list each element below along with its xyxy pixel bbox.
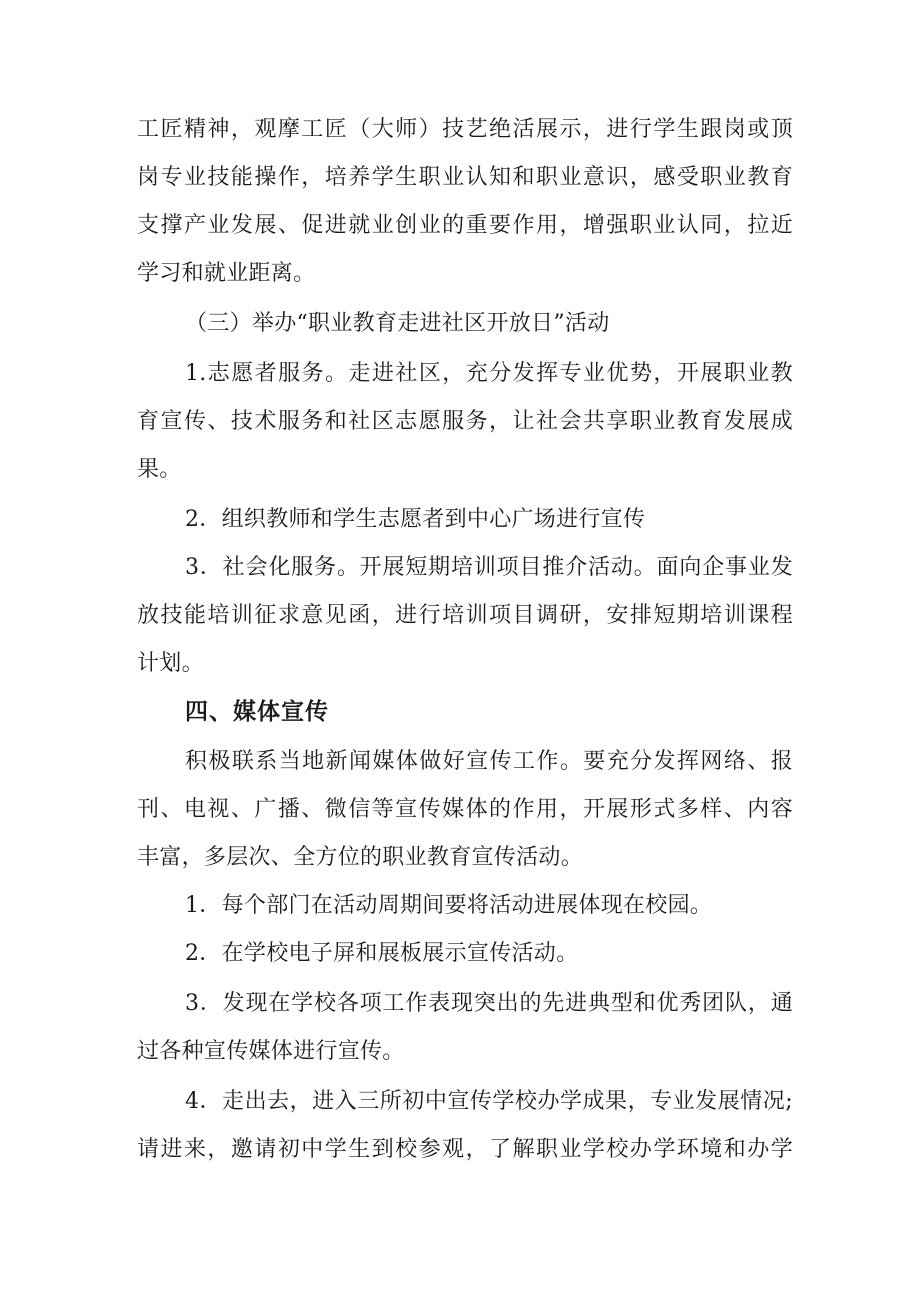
item-1-line: 育宣传、技术服务和社区志愿服务，让社会共享职业教育发展成 xyxy=(137,409,793,434)
item-1-line: 1.志愿者服务。走进社区，充分发挥专业优势，开展职业教 xyxy=(185,361,793,386)
media-item-1: 1．每个部门在活动周期间要将活动进展体现在校园。 xyxy=(185,893,713,918)
section-heading-media: 四、媒体宣传 xyxy=(185,699,329,725)
media-item-3-line: 3．发现在学校各项工作表现突出的先进典型和优秀团队，通 xyxy=(185,991,793,1016)
text-line-para-continued: 工匠精神，观摩工匠（大师）技艺绝活展示，进行学生跟岗或顶 xyxy=(137,117,793,142)
media-item-2: 2．在学校电子屏和展板展示宣传活动。 xyxy=(185,941,579,966)
subsection-heading-3: （三）举办“职业教育走进社区开放日”活动 xyxy=(185,311,610,336)
text-line-para-end: 学习和就业距离。 xyxy=(137,261,316,286)
item-3-line: 放技能培训征求意见函，进行培训项目调研，安排短期培训课程 xyxy=(137,603,793,628)
media-intro-line: 积极联系当地新闻媒体做好宣传工作。要充分发挥网络、报 xyxy=(185,749,793,774)
item-3-line: 3．社会化服务。开展短期培训项目推介活动。面向企事业发 xyxy=(185,555,793,580)
item-2-line: 2．组织教师和学生志愿者到中心广场进行宣传 xyxy=(185,507,646,532)
media-intro-line: 刊、电视、广播、微信等宣传媒体的作用，开展形式多样、内容 xyxy=(137,797,793,822)
media-item-4-line: 请进来，邀请初中学生到校参观，了解职业学校办学环境和办学 xyxy=(137,1137,793,1162)
text-line-para-continued: 支撑产业发展、促进就业创业的重要作用，增强职业认同，拉近 xyxy=(137,213,793,238)
text-line-para-continued: 岗专业技能操作，培养学生职业认知和职业意识，感受职业教育 xyxy=(137,165,793,190)
media-intro-line: 丰富，多层次、全方位的职业教育宣传活动。 xyxy=(137,845,584,870)
item-3-line: 计划。 xyxy=(137,651,204,676)
media-item-4-line: 4．走出去，进入三所初中宣传学校办学成果，专业发展情况; xyxy=(185,1089,793,1114)
media-item-3-line: 过各种宣传媒体进行宣传。 xyxy=(137,1039,405,1064)
item-1-line: 果。 xyxy=(137,457,182,482)
